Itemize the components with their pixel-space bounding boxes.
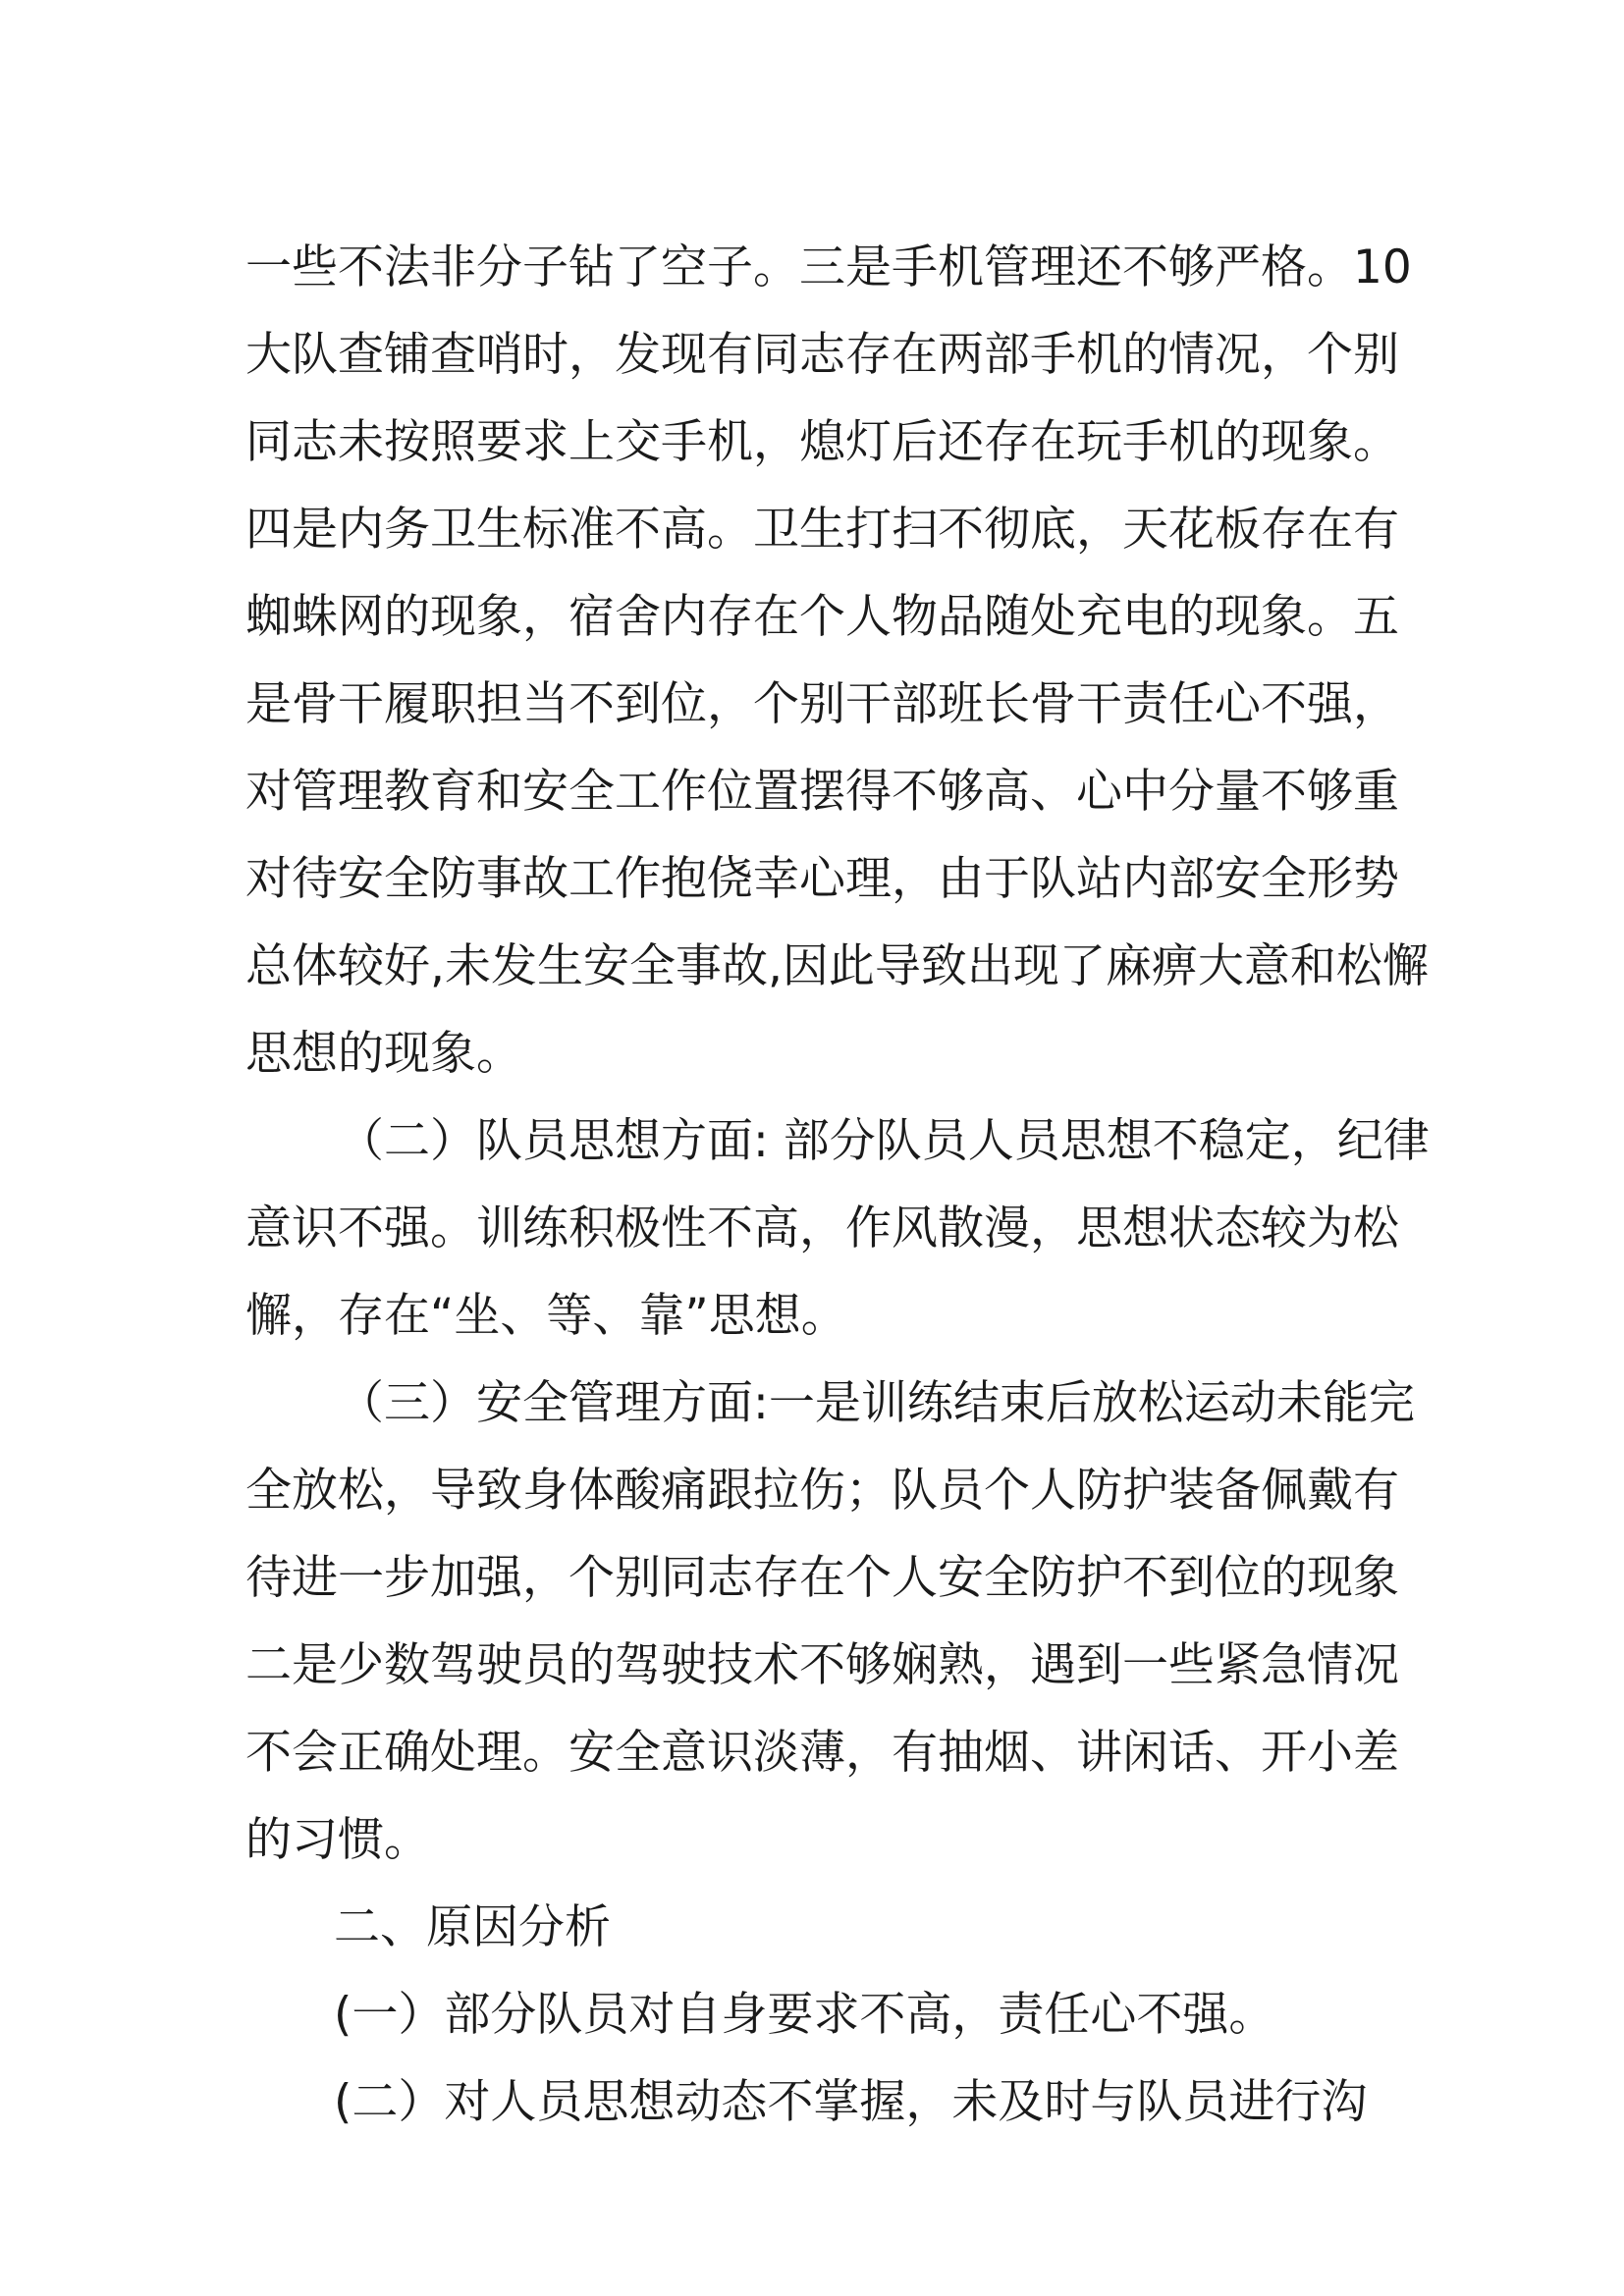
text-line: 待进一步加强，个别同志存在个人安全防护不到位的现象 [245, 1551, 1399, 1605]
text-line: 对管理教育和安全工作位置摆得不够高、心中分量不够重 [245, 765, 1399, 819]
section-heading-cause-analysis: 二、原因分析 [334, 1900, 611, 1954]
text-line: 意识不强。训练积极性不高，作风散漫，思想状态较为松 [245, 1201, 1399, 1255]
section-heading-safety-management: （三）安全管理方面:一是训练结束后放松运动未能完 [338, 1376, 1415, 1430]
text-line: 是骨干履职担当不到位，个别干部班长骨干责任心不强， [245, 677, 1399, 731]
text-line: 对待安全防事故工作抱侥幸心理，由于队站内部安全形势 [245, 852, 1399, 906]
text-line: 懈，存在“坐、等、靠”思想。 [245, 1289, 847, 1343]
text-line: 同志未按照要求上交手机，熄灯后还存在玩手机的现象。 [245, 415, 1399, 469]
text-line: 思想的现象。 [245, 1027, 522, 1081]
text-line: 总体较好,未发生安全事故,因此导致出现了麻痹大意和松懈 [245, 939, 1429, 993]
text-line: 大队查铺查哨时，发现有同志存在两部手机的情况，个别 [245, 328, 1399, 382]
text-line: 蜘蛛网的现象，宿舍内存在个人物品随处充电的现象。五 [245, 590, 1399, 644]
text-line: 不会正确处理。安全意识淡薄，有抽烟、讲闲话、开小差 [245, 1726, 1399, 1780]
text-line: 一些不法非分子钻了空子。三是手机管理还不够严格。10 [245, 240, 1412, 294]
text-line: 四是内务卫生标准不高。卫生打扫不彻底，天花板存在有 [245, 503, 1399, 557]
section-heading-team-thinking: （二）队员思想方面: 部分队员人员思想不稳定，纪律 [338, 1114, 1430, 1168]
text-line: 二是少数驾驶员的驾驶技术不够娴熟，遇到一些紧急情况 [245, 1638, 1399, 1692]
cause-item: (二）对人员思想动态不掌握，未及时与队员进行沟 [334, 2075, 1368, 2129]
text-line: 的习惯。 [245, 1813, 430, 1867]
body-text [245, 224, 1430, 2146]
cause-item: (一）部分队员对自身要求不高，责任心不强。 [334, 1988, 1275, 2042]
text-line: 全放松，导致身体酸痛跟拉伤；队员个人防护装备佩戴有 [245, 1464, 1399, 1518]
